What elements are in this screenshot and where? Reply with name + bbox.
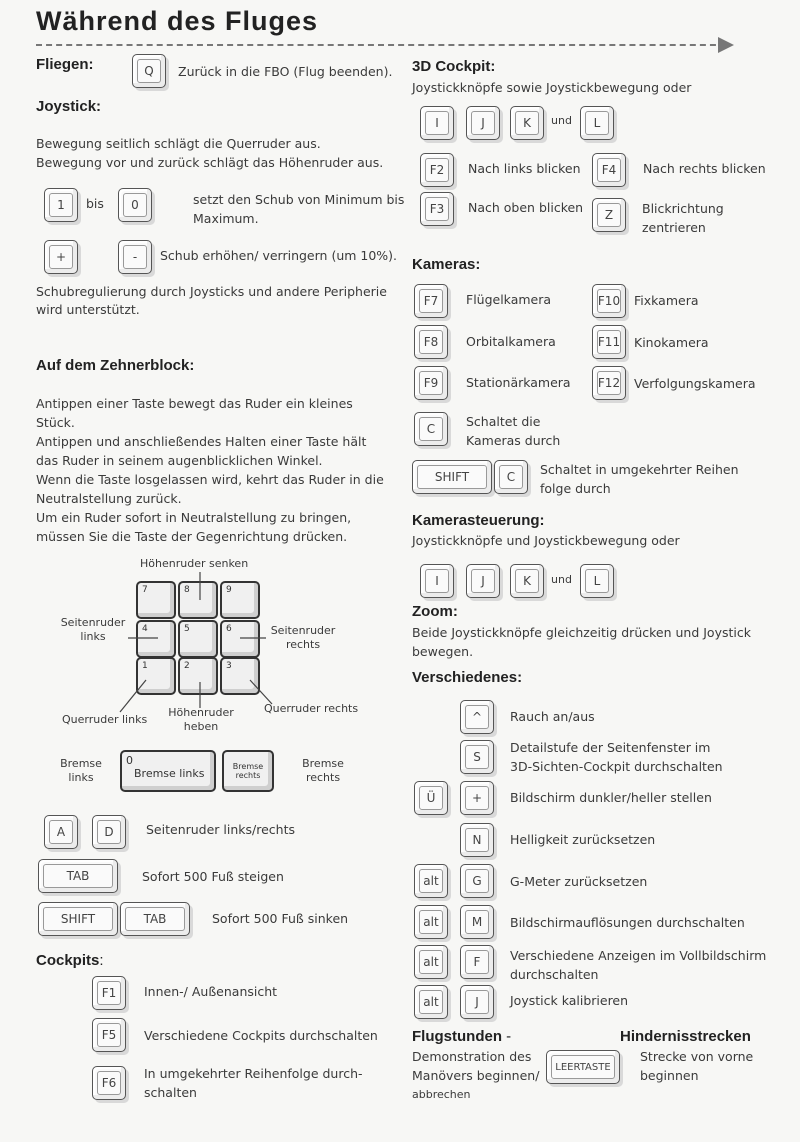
cockpit3d-sub: Joystickknöpfe sowie Joystickbewegung oder xyxy=(412,80,692,95)
key-g: G xyxy=(460,864,494,898)
z-text-2: zentrieren xyxy=(642,220,706,235)
bis-text: bis xyxy=(86,196,104,211)
zoom-line1: Beide Joystickknöpfe gleichzeitig drücken und Joystick xyxy=(412,625,751,640)
key-l-2: L xyxy=(580,564,614,598)
f9-text: Stationärkamera xyxy=(466,375,571,390)
key-f5: F5 xyxy=(92,1018,126,1052)
shift-c-text-1: Schaltet in umgekehrter Reihen xyxy=(540,462,739,477)
schub-text-1: setzt den Schub von Minimum bis xyxy=(193,192,405,207)
shift-c-text-2: folge durch xyxy=(540,481,611,496)
f8-text: Orbitalkamera xyxy=(466,334,556,349)
key-alt-4: alt xyxy=(414,985,448,1019)
key-plus-2: + xyxy=(460,781,494,815)
f4-text: Nach rechts blicken xyxy=(643,161,766,176)
flugstunden-text-2: Manövers beginnen/ xyxy=(412,1068,540,1083)
numpad-key-4: 4 xyxy=(136,620,176,658)
periph-text-1: Schubregulierung durch Joysticks und andere Peripherie xyxy=(36,284,387,299)
numpad-key-7: 7 xyxy=(136,581,176,619)
numpad-key-3: 3 xyxy=(220,657,260,695)
heading-joystick: Joystick: xyxy=(36,98,102,115)
key-f8: F8 xyxy=(414,325,448,359)
cockpit-f6-text-1: In umgekehrter Reihenfolge durch- xyxy=(144,1066,363,1081)
zoom-line2: bewegen. xyxy=(412,644,474,659)
und-text-2: und xyxy=(551,573,572,586)
key-f11: F11 xyxy=(592,325,626,359)
f10-text: Fixkamera xyxy=(634,293,699,308)
numpad-line-8: müssen Sie die Taste der Gegenrichtung drücken. xyxy=(36,529,348,544)
key-k-2: K xyxy=(510,564,544,598)
key-c-2: C xyxy=(494,460,528,494)
tab-text: Sofort 500 Fuß steigen xyxy=(142,869,284,884)
key-alt-3: alt xyxy=(414,945,448,979)
key-1: 1 xyxy=(44,188,78,222)
heading-3d-cockpit: 3D Cockpit: xyxy=(412,58,496,75)
key-n: N xyxy=(460,823,494,857)
numpad-line-6: Neutralstellung zurück. xyxy=(36,491,182,506)
shifttab-text: Sofort 500 Fuß sinken xyxy=(212,911,349,926)
arrow-down-left-icon xyxy=(120,680,146,712)
key-l: L xyxy=(580,106,614,140)
s-text-1: Detailstufe der Seitenfenster im xyxy=(510,740,711,755)
und-text: und xyxy=(551,114,572,127)
g-text: G-Meter zurücksetzen xyxy=(510,874,648,889)
n-text: Helligkeit zurücksetzen xyxy=(510,832,656,847)
joystick-line2: Bewegung vor und zurück schlägt das Höhenruder aus. xyxy=(36,155,384,170)
key-ue: Ü xyxy=(414,781,448,815)
label-bremse-rechts: Bremse rechts xyxy=(302,757,344,784)
m-text: Bildschirmauflösungen durchschalten xyxy=(510,915,745,930)
j-text: Joystick kalibrieren xyxy=(510,993,629,1008)
f12-text: Verfolgungskamera xyxy=(634,376,756,391)
label-hoehenruder-heben: Höhenruder heben xyxy=(168,706,234,733)
key-a: A xyxy=(44,815,78,849)
key-f2: F2 xyxy=(420,153,454,187)
fliegen-text: Zurück in die FBO (Flug beenden). xyxy=(178,64,393,79)
key-tab-2: TAB xyxy=(120,902,190,936)
key-m: M xyxy=(460,905,494,939)
key-f3: F3 xyxy=(420,192,454,226)
flugstunden-text-3: abbrechen xyxy=(412,1088,471,1101)
f3-text: Nach oben blicken xyxy=(468,200,584,215)
f7-text: Flügelkamera xyxy=(466,292,552,307)
key-shift: SHIFT xyxy=(38,902,118,936)
key-caret: ^ xyxy=(460,700,494,734)
numpad-key-1: 1 xyxy=(136,657,176,695)
numpad-line-4: das Ruder in seinem augenblicklichen Winkel. xyxy=(36,453,323,468)
key-shift-kamera: SHIFT xyxy=(412,460,492,494)
kamerasteuerung-sub: Joystickknöpfe und Joystickbewegung oder xyxy=(412,533,680,548)
ue-text: Bildschirm dunkler/heller stellen xyxy=(510,790,712,805)
numpad-line-1: Antippen einer Taste bewegt das Ruder ein kleines xyxy=(36,396,353,411)
hindernis-text-2: beginnen xyxy=(640,1068,699,1083)
cockpit-f1-text: Innen-/ Außenansicht xyxy=(144,984,278,999)
label-bremse-links: Bremse links xyxy=(60,757,102,784)
heading-fliegen: Fliegen: xyxy=(36,56,94,73)
f2-text: Nach links blicken xyxy=(468,161,581,176)
key-j-2: J xyxy=(466,564,500,598)
z-text-1: Blickrichtung xyxy=(642,201,724,216)
key-alt-1: alt xyxy=(414,864,448,898)
key-f4: F4 xyxy=(592,153,626,187)
key-z: Z xyxy=(592,198,626,232)
key-q: Q xyxy=(132,54,166,88)
heading-hindernisstrecken: Hindernisstrecken xyxy=(620,1028,751,1045)
rudder-text: Seitenruder links/rechts xyxy=(146,822,296,837)
cockpit-f5-text: Verschiedene Cockpits durchschalten xyxy=(144,1028,378,1043)
heading-flugstunden: Flugstunden - xyxy=(412,1028,512,1045)
label-hoehenruder-senken: Höhenruder senken xyxy=(140,557,249,570)
key-f10: F10 xyxy=(592,284,626,318)
key-leertaste: LEERTASTE xyxy=(546,1050,620,1084)
caret-text: Rauch an/aus xyxy=(510,709,595,724)
key-c: C xyxy=(414,412,448,446)
numpad-key-5: 5 xyxy=(178,620,218,658)
key-tab: TAB xyxy=(38,859,118,893)
key-plus: + xyxy=(44,240,78,274)
joystick-line1: Bewegung seitlich schlägt die Querruder aus. xyxy=(36,136,321,151)
numpad-line-3: Antippen und anschließendes Halten einer Taste hält xyxy=(36,434,367,449)
numpad-key-6: 6 xyxy=(220,620,260,658)
key-f9: F9 xyxy=(414,366,448,400)
periph-text-2: wird unterstützt. xyxy=(36,302,140,317)
key-f12: F12 xyxy=(592,366,626,400)
key-j: J xyxy=(466,106,500,140)
numpad-line-2: Stück. xyxy=(36,415,75,430)
key-f1: F1 xyxy=(92,976,126,1010)
flugstunden-text-1: Demonstration des xyxy=(412,1049,532,1064)
hindernis-text-1: Strecke von vorne xyxy=(640,1049,754,1064)
numpad-line-7: Um ein Ruder sofort in Neutralstellung zu bringen, xyxy=(36,510,352,525)
c-text-2: Kameras durch xyxy=(466,433,561,448)
numpad-key-9: 9 xyxy=(220,581,260,619)
schub-text-2: Maximum. xyxy=(193,211,259,226)
page-title: Während des Fluges xyxy=(36,6,319,36)
arrow-down-right-icon xyxy=(250,680,272,704)
label-seitenruder-links: Seitenruder links xyxy=(60,616,126,643)
key-s: S xyxy=(460,740,494,774)
key-alt-2: alt xyxy=(414,905,448,939)
numpad-key-0-bremse-links: 0 Bremse links xyxy=(120,750,216,792)
heading-kamerasteuerung: Kamerasteuerung: xyxy=(412,512,545,529)
f-text-2: durchschalten xyxy=(510,967,599,982)
key-j-3: J xyxy=(460,985,494,1019)
s-text-2: 3D-Sichten-Cockpit durchschalten xyxy=(510,759,723,774)
key-i: I xyxy=(420,106,454,140)
numpad-key-2: 2 xyxy=(178,657,218,695)
schub-change-text: Schub erhöhen/ verringern (um 10%). xyxy=(160,248,398,263)
c-text-1: Schaltet die xyxy=(466,414,541,429)
heading-verschiedenes: Verschiedenes: xyxy=(412,669,523,686)
f11-text: Kinokamera xyxy=(634,335,709,350)
label-seitenruder-rechts: Seitenruder rechts xyxy=(270,624,336,651)
heading-zoom: Zoom: xyxy=(412,603,458,620)
numpad-line-5: Wenn die Taste losgelassen wird, kehrt das Ruder in die xyxy=(36,472,384,487)
label-querruder-links: Querruder links xyxy=(62,713,148,726)
f-text-1: Verschiedene Anzeigen im Vollbildschirm xyxy=(510,948,767,963)
label-querruder-rechts: Querruder rechts xyxy=(264,702,359,715)
heading-zehnerblock: Auf dem Zehnerblock: xyxy=(36,357,195,374)
key-d: D xyxy=(92,815,126,849)
cockpit-f6-text-2: schalten xyxy=(144,1085,197,1100)
key-0: 0 xyxy=(118,188,152,222)
heading-cockpits: Cockpits: xyxy=(36,952,104,969)
numpad-key-comma-bremse-rechts: Bremse rechts xyxy=(222,750,274,792)
key-minus: - xyxy=(118,240,152,274)
key-f6: F6 xyxy=(92,1066,126,1100)
key-f7: F7 xyxy=(414,284,448,318)
numpad-key-8: 8 xyxy=(178,581,218,619)
key-k: K xyxy=(510,106,544,140)
heading-kameras: Kameras: xyxy=(412,256,481,273)
key-f: F xyxy=(460,945,494,979)
key-i-2: I xyxy=(420,564,454,598)
